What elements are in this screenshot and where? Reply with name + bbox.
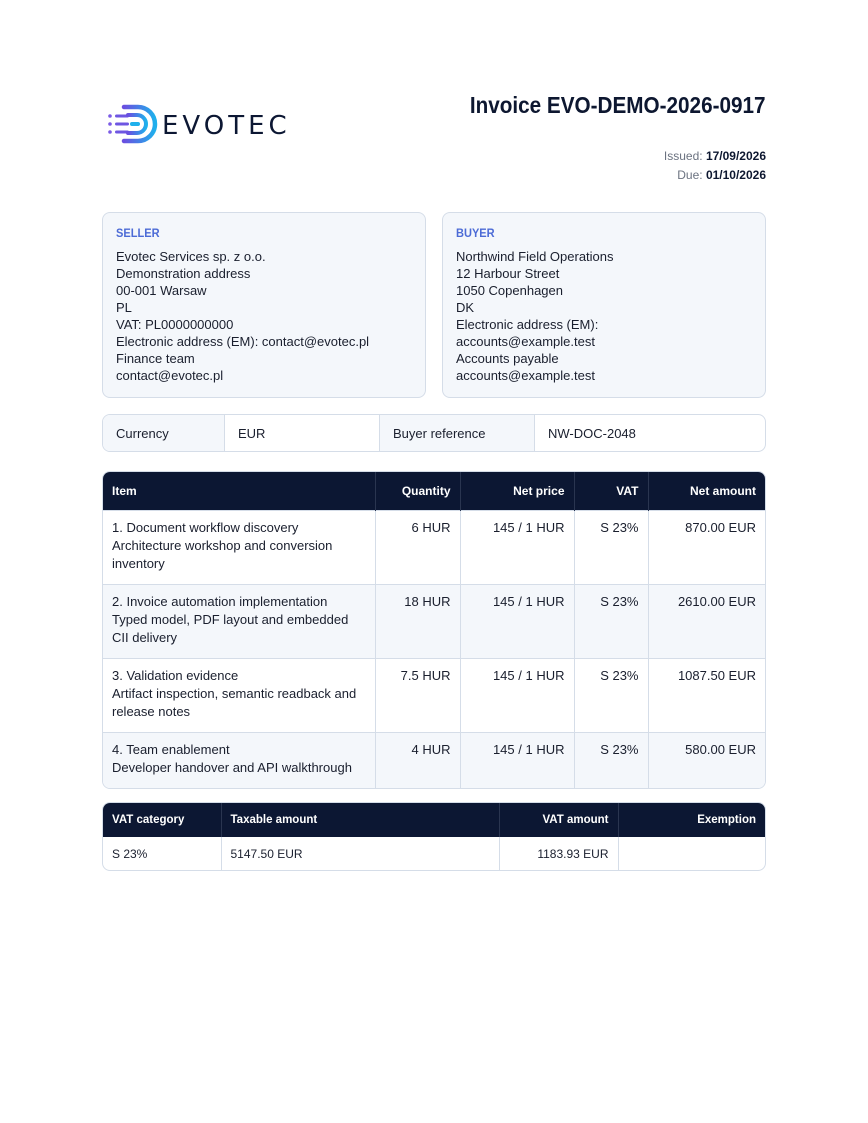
buyer-line: Northwind Field Operations bbox=[456, 249, 614, 264]
item-quantity: 18 HUR bbox=[375, 584, 460, 658]
col-header-taxable-amount: Taxable amount bbox=[221, 803, 499, 837]
item-name: 1. Document workflow discovery bbox=[112, 519, 299, 535]
item-cell bbox=[103, 732, 375, 788]
taxable-amount: 5147.50 EUR bbox=[221, 837, 499, 870]
item-name: 2. Invoice automation implementation bbox=[112, 593, 328, 609]
buyer-reference-label: Buyer reference bbox=[380, 415, 535, 451]
item-vat: S 23% bbox=[574, 584, 648, 658]
item-description: Architecture workshop and conversion inventory bbox=[112, 537, 333, 571]
item-net-amount: 580.00 EUR bbox=[648, 732, 765, 788]
col-header-vat: VAT bbox=[574, 472, 648, 510]
item-net-price: 145 / 1 HUR bbox=[460, 658, 574, 732]
buyer-line: 1050 Copenhagen bbox=[456, 283, 563, 298]
item-description: Developer handover and API walkthrough bbox=[112, 759, 352, 775]
buyer-line: Accounts payable bbox=[456, 351, 559, 366]
item-quantity: 6 HUR bbox=[375, 510, 460, 584]
item-vat: S 23% bbox=[574, 510, 648, 584]
item-net-price: 145 / 1 HUR bbox=[460, 584, 574, 658]
seller-line: Demonstration address bbox=[116, 266, 251, 281]
item-name: 4. Team enablement bbox=[112, 741, 230, 757]
buyer-line: 12 Harbour Street bbox=[456, 266, 560, 281]
buyer-line: accounts@example.test bbox=[456, 368, 595, 383]
seller-line: PL bbox=[116, 300, 132, 315]
seller-line: Electronic address (EM): contact@evotec.pl bbox=[116, 334, 370, 349]
issued-label: Issued: bbox=[663, 149, 703, 163]
issued-date: 17/09/2026 bbox=[705, 149, 766, 163]
item-name: 3. Validation evidence bbox=[112, 667, 239, 683]
seller-line: VAT: PL0000000000 bbox=[116, 317, 234, 332]
item-quantity: 4 HUR bbox=[375, 732, 460, 788]
item-net-amount: 1087.50 EUR bbox=[648, 658, 765, 732]
item-cell bbox=[103, 584, 375, 658]
item-description: Artifact inspection, semantic readback and release notes bbox=[112, 685, 357, 719]
seller-line: contact@evotec.pl bbox=[116, 368, 224, 383]
item-cell bbox=[103, 510, 375, 584]
col-header-item: Item bbox=[103, 472, 375, 510]
currency-value: EUR bbox=[225, 415, 380, 451]
buyer-reference-value: NW-DOC-2048 bbox=[548, 425, 636, 441]
vat-amount: 1183.93 EUR bbox=[499, 837, 618, 870]
seller-line: Finance team bbox=[116, 351, 195, 366]
buyer-line: Electronic address (EM): bbox=[456, 317, 599, 332]
evotec-e-logo-icon bbox=[106, 104, 316, 144]
invoice-dates bbox=[664, 147, 766, 185]
col-header-vat-category: VAT category bbox=[103, 803, 221, 837]
seller-card bbox=[102, 212, 426, 398]
svg-text:EVOTEC: EVOTEC bbox=[162, 111, 291, 141]
item-quantity: 7.5 HUR bbox=[375, 658, 460, 732]
item-net-amount: 870.00 EUR bbox=[648, 510, 765, 584]
table-row bbox=[103, 584, 765, 658]
table-row bbox=[103, 732, 765, 788]
item-cell bbox=[103, 658, 375, 732]
table-row bbox=[103, 658, 765, 732]
item-net-amount: 2610.00 EUR bbox=[648, 584, 765, 658]
seller-line: 00-001 Warsaw bbox=[116, 283, 207, 298]
due-label: Due: bbox=[677, 168, 703, 182]
table-row bbox=[103, 837, 765, 870]
seller-heading: SELLER bbox=[116, 226, 160, 240]
buyer-line: DK bbox=[456, 300, 475, 315]
exemption bbox=[618, 837, 765, 870]
invoice-title: Invoice EVO-DEMO-2026-0917 bbox=[470, 92, 766, 118]
vat-summary-table bbox=[102, 802, 766, 871]
item-description: Typed model, PDF layout and embedded CII delivery bbox=[112, 611, 349, 645]
item-net-price: 145 / 1 HUR bbox=[460, 732, 574, 788]
item-vat: S 23% bbox=[574, 658, 648, 732]
buyer-line: accounts@example.test bbox=[456, 334, 595, 349]
buyer-card bbox=[442, 212, 766, 398]
buyer-heading: BUYER bbox=[456, 226, 495, 240]
due-date: 01/10/2026 bbox=[705, 168, 766, 182]
col-header-exemption: Exemption bbox=[618, 803, 765, 837]
col-header-net-amount: Net amount bbox=[648, 472, 765, 510]
vat-category: S 23% bbox=[103, 837, 221, 870]
table-row bbox=[103, 510, 765, 584]
table-header-row bbox=[103, 803, 765, 837]
col-header-quantity: Quantity bbox=[375, 472, 460, 510]
company-logo bbox=[106, 104, 316, 144]
table-header-row bbox=[103, 472, 765, 510]
item-vat: S 23% bbox=[574, 732, 648, 788]
currency-label: Currency bbox=[103, 415, 225, 451]
col-header-vat-amount: VAT amount bbox=[499, 803, 618, 837]
seller-line: Evotec Services sp. z o.o. bbox=[116, 249, 266, 264]
line-items-table bbox=[102, 471, 766, 789]
invoice-meta-row bbox=[102, 414, 766, 452]
col-header-net-price: Net price bbox=[460, 472, 574, 510]
item-net-price: 145 / 1 HUR bbox=[460, 510, 574, 584]
